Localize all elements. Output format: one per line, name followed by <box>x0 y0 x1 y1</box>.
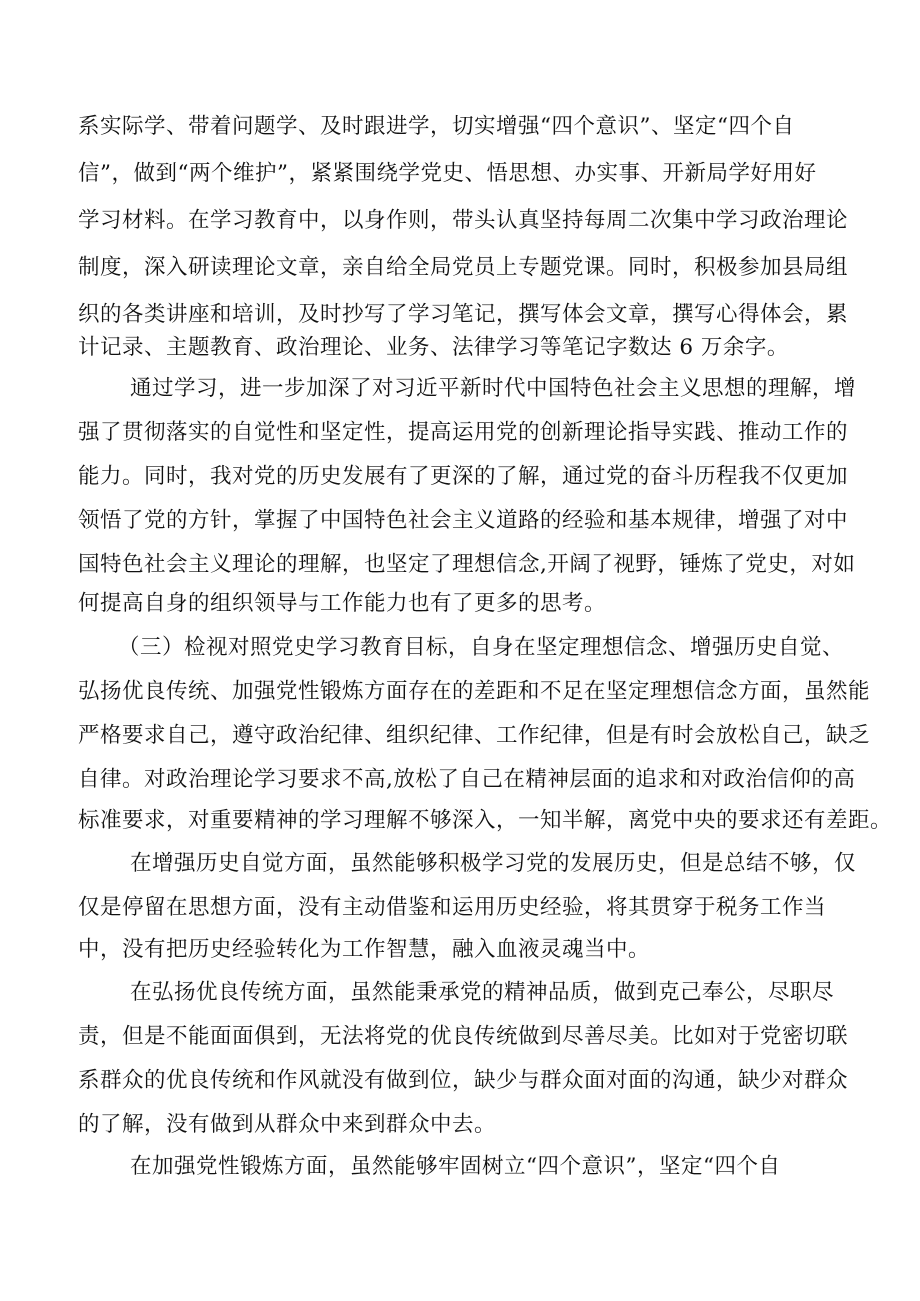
text-line: 领悟了党的方针，掌握了中国特色社会主义道路的经验和基本规律，增强了对中 <box>78 508 849 533</box>
text-line: 通过学习，进一步加深了对习近平新时代中国特色社会主义思想的理解，增 <box>130 376 857 401</box>
text-line: 国特色社会主义理论的理解，也坚定了理想信念,开阔了视野，锤炼了党史，对如 <box>78 552 856 577</box>
text-line: 信”，做到“两个维护”，紧紧围绕学党史、悟思想、办实事、开新局学好用好 <box>78 161 817 186</box>
text-line: 严格要求自己，遵守政治纪律、组织纪律、工作纪律，但是有时会放松自己，缺乏 <box>78 723 871 748</box>
text-line: 计记录、主题教育、政治理论、业务、法律学习等笔记字数达 6 万余字。 <box>78 335 789 360</box>
text-line: 自律。对政治理论学习要求不高,放松了自己在精神层面的追求和对政治信仰的高 <box>78 767 856 792</box>
text-line: 织的各类讲座和培训，及时抄写了学习笔记，撰写体会文章，撰写心得体会，累 <box>78 302 849 327</box>
text-line: 在加强党性锻炼方面，虽然能够牢固树立“四个意识”，坚定“四个自 <box>130 1154 781 1179</box>
text-line: 责，但是不能面面俱到，无法将党的优良传统做到尽善尽美。比如对于党密切联 <box>78 1024 849 1049</box>
text-line: （三）检视对照党史学习教育目标，自身在坚定理想信念、增强历史自觉、 <box>118 635 845 660</box>
text-line: 能力。同时，我对党的历史发展有了更深的了解，通过党的奋斗历程我不仅更加 <box>78 464 849 489</box>
text-line: 强了贯彻落实的自觉性和坚定性，提高运用党的创新理论指导实践、推动工作的 <box>78 420 849 445</box>
text-line: 学习材料。在学习教育中，以身作则，带头认真坚持每周二次集中学习政治理论 <box>78 208 849 233</box>
text-line: 标准要求，对重要精神的学习理解不够深入，一知半解，离党中央的要求还有差距。 <box>78 808 893 833</box>
text-line: 弘扬优良传统、加强党性锻炼方面存在的差距和不足在坚定理想信念方面，虽然能 <box>78 679 871 704</box>
text-line: 中，没有把历史经验转化为工作智慧，融入血液灵魂当中。 <box>78 937 651 962</box>
text-line: 制度，深入研读理论文章，亲自给全局党员上专题党课。同时，积极参加县局组 <box>78 255 849 280</box>
text-line: 系实际学、带着问题学、及时跟进学，切实增强“四个意识”、坚定“四个自 <box>78 114 795 139</box>
text-line: 的了解，没有做到从群众中来到群众中去。 <box>78 1112 497 1137</box>
text-line: 仅是停留在思想方面，没有主动借鉴和运用历史经验，将其贯穿于税务工作当 <box>78 895 827 920</box>
text-line: 系群众的优良传统和作风就没有做到位，缺少与群众面对面的沟通，缺少对群众 <box>78 1068 849 1093</box>
text-line: 何提高自身的组织领导与工作能力也有了更多的思考。 <box>78 591 607 616</box>
text-line: 在增强历史自觉方面，虽然能够积极学习党的发展历史，但是总结不够，仅 <box>130 851 857 876</box>
text-line: 在弘扬优良传统方面，虽然能秉承党的精神品质，做到克己奉公，尽职尽 <box>130 980 835 1005</box>
